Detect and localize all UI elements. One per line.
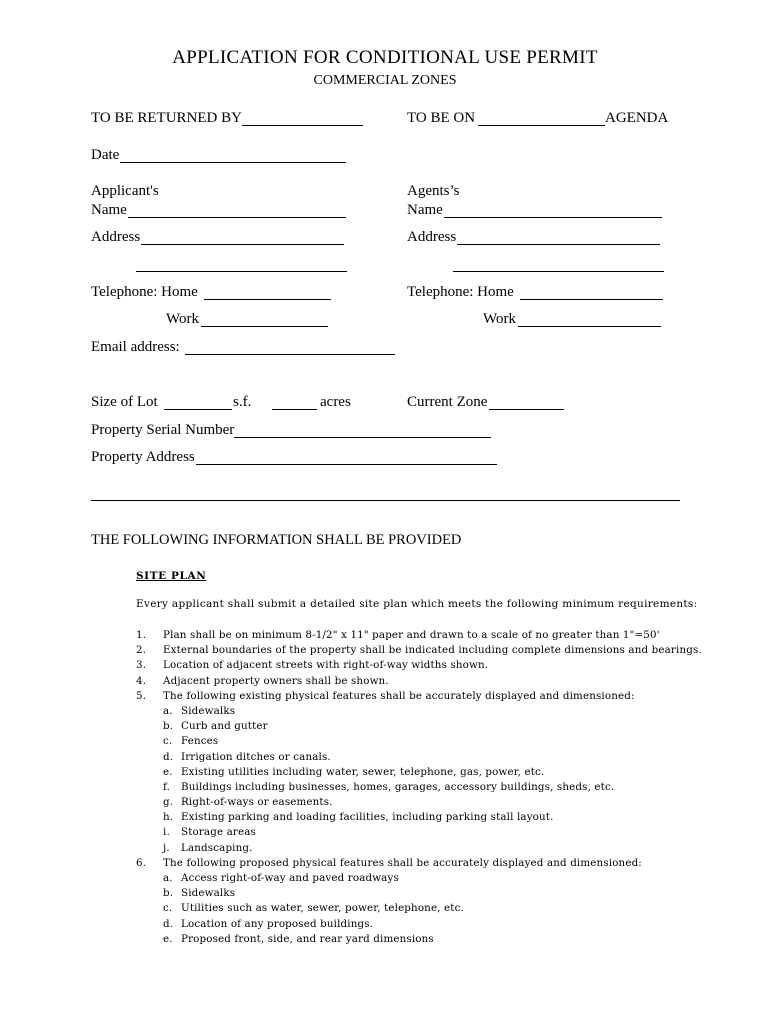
agent-phone-work-label: Work: [483, 311, 516, 327]
sub-list-item: [0, 795, 770, 810]
agent-phone-home-field[interactable]: [520, 299, 663, 300]
date-field[interactable]: [120, 162, 346, 163]
section-divider: [91, 500, 680, 501]
sub-list-item: [0, 841, 770, 856]
item-number: 2.: [136, 644, 147, 657]
agenda-date-field[interactable]: [478, 125, 605, 126]
acres-label: acres: [320, 394, 351, 410]
current-zone-label: Current Zone: [407, 394, 488, 410]
sub-list-item: [0, 810, 770, 825]
sub-item-text: Right-of-ways or easements.: [181, 796, 333, 809]
sub-item-letter: d.: [163, 917, 174, 930]
sub-item-text: Existing utilities including water, sewer, telephone, gas, power, etc.: [181, 765, 545, 778]
sub-item-text: Storage areas: [181, 826, 256, 839]
applicant-name-label: Name: [91, 202, 127, 218]
serial-number-label: Property Serial Number: [91, 422, 235, 438]
agent-label: Agents’s: [407, 183, 460, 199]
email-field[interactable]: [185, 354, 395, 355]
agent-address-line-2[interactable]: [453, 271, 664, 272]
sub-item-letter: g.: [163, 796, 174, 809]
applicant-name-field[interactable]: [128, 217, 346, 218]
sub-item-text: Landscaping.: [181, 841, 253, 854]
returned-by-label: TO BE RETURNED BY: [91, 110, 242, 126]
item-text: The following existing physical features shall be accurately displayed and dimensioned:: [163, 689, 635, 702]
sub-item-text: Curb and gutter: [181, 720, 268, 733]
sub-item-text: Location of any proposed buildings.: [181, 917, 374, 930]
date-label: Date: [91, 147, 120, 163]
current-zone-field[interactable]: [489, 409, 564, 410]
sub-item-letter: c.: [163, 735, 173, 748]
property-address-label: Property Address: [91, 449, 195, 465]
item-number: 1.: [136, 629, 147, 641]
email-label: Email address:: [91, 339, 180, 355]
agent-phone-work-field[interactable]: [518, 326, 661, 327]
requirements-list: [0, 628, 770, 947]
lot-size-sf-field[interactable]: [164, 409, 232, 410]
applicant-phone-home-field[interactable]: [204, 299, 331, 300]
sub-list-item: [0, 750, 770, 765]
sf-label: s.f.: [233, 394, 252, 410]
sub-item-letter: a.: [163, 704, 173, 717]
list-item: [0, 628, 770, 643]
sub-item-text: Utilities such as water, sewer, power, telephone, etc.: [181, 902, 464, 915]
sub-item-text: Fences: [181, 735, 219, 748]
sub-list-item: [0, 932, 770, 947]
sub-item-letter: b.: [163, 887, 174, 900]
sub-item-letter: f.: [163, 780, 171, 793]
list-item: [0, 674, 770, 689]
list-item: [0, 689, 770, 704]
sub-item-letter: j.: [163, 841, 170, 854]
site-plan-title: SITE PLAN: [136, 570, 207, 582]
form-subtitle: COMMERCIAL ZONES: [313, 73, 457, 88]
info-heading: THE FOLLOWING INFORMATION SHALL BE PROVIDED: [91, 532, 462, 548]
applicant-address-line-2[interactable]: [136, 271, 347, 272]
sub-list-item: [0, 765, 770, 780]
agent-address-line-1[interactable]: [457, 244, 660, 245]
item-text: The following proposed physical features shall be accurately displayed and dimensioned:: [163, 856, 642, 869]
sub-item-text: Proposed front, side, and rear yard dimensions: [181, 932, 434, 945]
list-item: [0, 643, 770, 658]
sub-list-item: [0, 886, 770, 901]
agent-name-field[interactable]: [444, 217, 662, 218]
sub-item-letter: e.: [163, 932, 173, 945]
sub-list-item: [0, 704, 770, 719]
returned-by-field[interactable]: [242, 125, 363, 126]
sub-item-text: Existing parking and loading facilities, including parking stall layout.: [181, 811, 554, 824]
item-text: External boundaries of the property shall be indicated including complete dimensions and bearings.: [163, 644, 702, 657]
item-number: 5.: [136, 689, 147, 702]
sub-list-item: [0, 734, 770, 749]
property-address-field[interactable]: [196, 464, 497, 465]
sub-item-text: Access right-of-way and paved roadways: [181, 872, 399, 884]
lot-size-label: Size of Lot: [91, 394, 158, 410]
lot-size-acres-field[interactable]: [272, 409, 317, 410]
applicant-address-line-1[interactable]: [141, 244, 344, 245]
agent-name-label: Name: [407, 202, 443, 218]
item-text: Adjacent property owners shall be shown.: [163, 674, 389, 687]
sub-item-text: Buildings including businesses, homes, garages, accessory buildings, sheds, etc.: [181, 780, 615, 793]
item-number: 4.: [136, 674, 147, 687]
applicant-phone-home-label: Telephone: Home: [91, 284, 198, 300]
agent-phone-home-label: Telephone: Home: [407, 284, 514, 300]
sub-list-item: [0, 825, 770, 840]
applicant-phone-work-field[interactable]: [201, 326, 328, 327]
item-text: Location of adjacent streets with right-of-way widths shown.: [163, 659, 489, 672]
site-plan-intro: Every applicant shall submit a detailed site plan which meets the following minimum requirements:: [136, 598, 698, 610]
agenda-label: AGENDA: [605, 110, 669, 126]
list-item: [0, 658, 770, 673]
sub-item-letter: e.: [163, 765, 173, 778]
applicant-phone-work-label: Work: [166, 311, 199, 327]
to-be-on-label: TO BE ON: [407, 110, 476, 126]
sub-list-item: [0, 780, 770, 795]
form-title: APPLICATION FOR CONDITIONAL USE PERMIT: [172, 47, 598, 68]
item-text: Plan shall be on minimum 8-1/2" x 11" paper and drawn to a scale of no greater than 1"=50': [163, 629, 660, 641]
sub-item-text: Sidewalks: [181, 704, 236, 717]
sub-item-letter: h.: [163, 811, 174, 824]
sub-item-letter: a.: [163, 872, 173, 884]
sub-item-letter: c.: [163, 902, 173, 915]
sub-item-text: Irrigation ditches or canals.: [181, 750, 331, 763]
sub-list-item: [0, 719, 770, 734]
sub-list-item: [0, 917, 770, 932]
list-item: [0, 856, 770, 871]
sub-list-item: [0, 901, 770, 916]
applicant-address-label: Address: [91, 229, 141, 245]
serial-number-field[interactable]: [234, 437, 491, 438]
sub-item-letter: i.: [163, 826, 170, 839]
sub-item-letter: b.: [163, 720, 174, 733]
sub-list-item: [0, 871, 770, 886]
applicant-label: Applicant's: [91, 183, 159, 199]
item-number: 6.: [136, 856, 147, 869]
sub-item-letter: d.: [163, 750, 174, 763]
sub-item-text: Sidewalks: [181, 887, 236, 900]
agent-address-label: Address: [407, 229, 457, 245]
item-number: 3.: [136, 659, 147, 672]
